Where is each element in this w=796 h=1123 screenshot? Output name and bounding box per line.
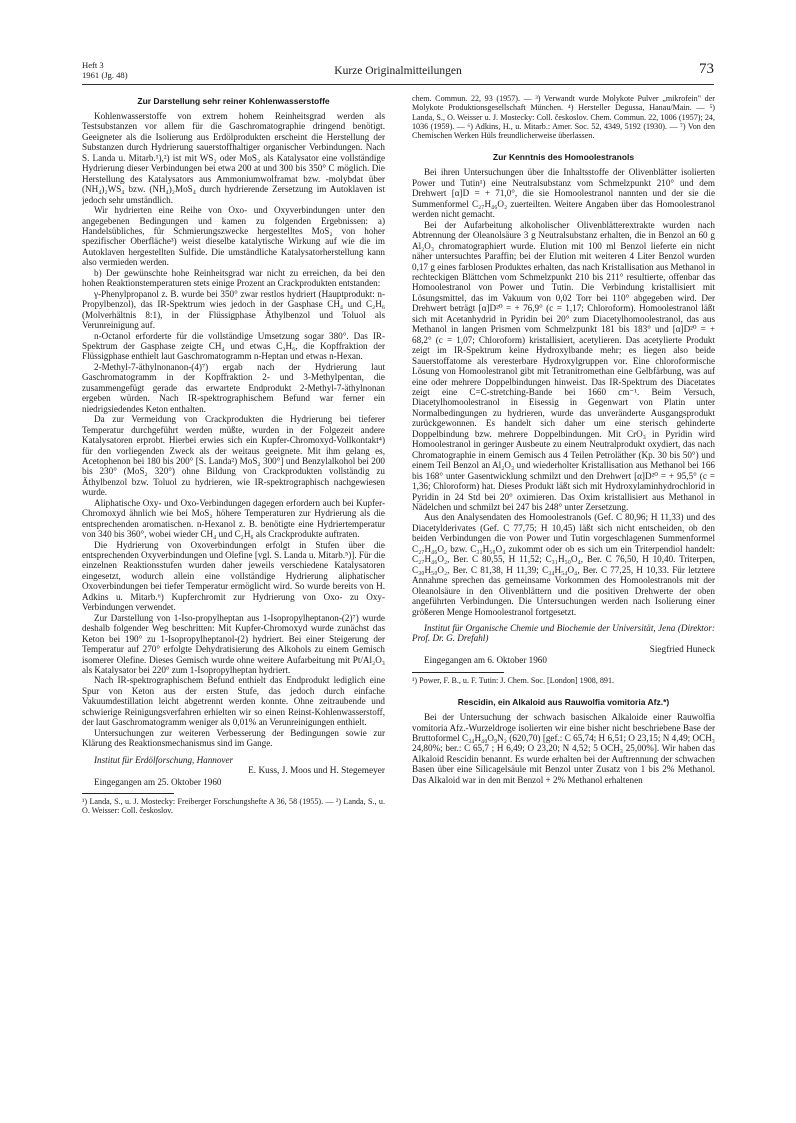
paragraph: Aus den Analysendaten des Homoolestranols (Gef. C 80,96; H 11,33) und des Diacetylderivates (Gef. C 77,75; H 10,45) läßt sich nicht entscheiden, ob den beiden Verbindungen die von Power und Tutin vorgeschlagenen Summenformel C₂₇H₄₆O₂ bzw. C₃₁H₅₀O₄ zukommt oder ob es sich um ein Triterpendiol handelt: C₂₇H₄₆O₂, Ber. C 80,55, H 11,52; C₃₁H₅₀O₄, Ber. C 76,50, H 10,40. Triterpen, C₃₀H₅₀O₂, Ber. C 81,38, H 11,39; C₃₄H₅₄O₄, Ber. C 77,25, H 10,33. Für letztere Annahme sprechen das gemeinsame Vorkommen des Homoolestranols mit der Oleanolsäure in den Olivenblättern und die positiven Drehwerte der oben angeführten Verbindungen. Die Untersuchungen werden nach Isolierung einer größeren Menge Homoolestranol fortgesetzt. — [412, 512, 715, 617]
paragraph: Wir hydrierten eine Reihe von Oxo- und Oxyverbindungen unter den angegebenen Bedingungen und kamen zu folgenden Ergebnissen: a) Handelsübliches, für Schmierungszwecke hergestelltes MoS₂ von hoher spezifischer Oberfläche³) weist dieselbe katalytische Wirkung auf wie die im Autoklaven hergestellten Sulfide. Die umständliche Katalysatorherstellung kann also vermieden werden. — [82, 205, 385, 268]
paragraph: Zur Darstellung von 1-Iso-propylheptan aus 1-Isopropylheptanon-(2)⁷) wurde deshalb folgender Weg beschritten: Mit Kupfer-Chromoxyd wurde zunächst das Keton bei 190° zu 1-Isopropylheptanol-(2) hydriert. Bei einer Steigerung der Temperatur auf 270° erfolgte Dehydratisierung des Alkohols zu einem Gemisch isomerer Olefine. Dieses Gemisch wurde ohne weitere Aufarbeitung mit Pt/Al₂O₃ als Katalysator bei 220° zum 1-Isopropylheptan hydriert. — [82, 612, 385, 676]
footnote-divider — [82, 793, 174, 794]
paragraph: Da zur Vermeidung von Crackprodukten die Hydrierung bei tieferer Temperatur durchgeführt werden müßte, wurden in der Folgezeit andere Katalysatoren erprobt. Hierbei erwies sich ein Kupfer-Chromoxyd-Vollkontakt⁴) für den vorliegenden Zweck als der weitaus geeignete. Mit ihm gelang es, Acetophenon bei 180 bis 200° [S. Landa²) MoS₂ 300°] und Benzylalkohol bei 200 bis 230° (MoS₂ 320°) ohne Bildung von Crackprodukten vollständig zu Äthylbenzol bzw. Toluol zu hydrieren, wie IR-spektrographisch nachgewiesen wurde. — [82, 414, 385, 498]
article-title-hydrocarbons: Zur Darstellung sehr reiner Kohlenwasserstoffe — [137, 96, 330, 106]
issue-number: Heft 3 — [82, 60, 104, 70]
paragraph: n-Octanol erforderte für die vollständige Umsetzung sogar 380°. Das IR-Spektrum der Gasphase zeigte CH₄ und etwas C₂H₆, die Kopffraktion der Flüssigphase enthielt laut Gaschromatogramm n-Heptan und etwas n-Hexan. — [82, 330, 385, 362]
article-title-rescidin: Rescidin, ein Alkaloid aus Rauwolfia vomitoria Afz.*) — [457, 697, 670, 708]
paragraph: b) Der gewünschte hohe Reinheitsgrad war nicht zu erreichen, da bei den hohen Reaktionstemperaturen stets einige Prozent an Crackprodukten entstanden: — [82, 267, 385, 289]
paragraph: Bei der Aufarbeitung alkoholischer Olivenblätterextrakte wurden nach Abtrennung der Oleanolsäure 3 g Neutralsubstanz erhalten, die in Benzol an 60 g Al₂O₃ chromatographiert wurde. Elution mit 100 ml Benzol lieferte ein nicht näher untersuchtes Paraffin; bei der Elution mit weiteren 4 Liter Benzol wurden 0,17 g eines farblosen Produktes erhalten, das nach Kristallisation aus Methanol in rechteckigen Blättchen vom Schmelzpunkt 210 bis 211° resultierte, offenbar das Homoolestranol von Power und Tutin. Die Verbindung kristallisiert mit Lösungsmittel, das im Vakuum von 0,02 Torr bei 110° abgegeben wird. Der Drehwert beträgt [α]D²⁰ = + 76,9° (c = 1,17; Chloroform). Homoolestranol läßt sich mit Acetanhydrid in Pyridin bei 20° zum Diacetylhomoolestranol, das aus Methanol in langen Prismen vom Schmelzpunkt 181 bis 183° und [α]D²⁰ = + 68,2° (c = 1,07; Chloroform) kristallisiert, acetylieren. Das acetylierte Produkt zeigt im IR-Spektrum keine Hydroxylbande mehr; es liegen also beide Sauerstoffatome als veresterbare Hydroxylgruppen vor. Eine chloroformische Lösung von Homoolestranol gibt mit Tetranitromethan eine Gelbfärbung, was auf eine oder mehrere Doppelbindungen hinweist. Das IR-Spektrum des Diacetates zeigt eine C=C-stretching-Bande bei 1660 cm⁻¹. Beim Versuch, Diacetylhomoolestranol in Eisessig in Gegenwart von Platin unter Normalbedingungen zu hydrieren, wurde das unveränderte Ausgangsprodukt zurückgewonnen. Es handelt sich daher um eine sterisch gehinderte Doppelbindung bzw. mehrere Doppelbindungen. Mit CrO₃ in Pyridin wird Homoolestranol in geringer Ausbeute zu einem Neutralprodukt oxydiert, das nach Chromatographie in einem Gemisch aus 4 Teilen Petroläther (Kp. 30 bis 50°) und einem Teil Benzol an Al₂O₃ und wiederholter Kristallisation aus Methanol bei 166 bis 168° unter Gasentwicklung schmilzt und den Drehwert [α]D²⁰ = + 95,5° (c = 1,36; Chloroform) hat. Dieses Produkt läßt sich mit Hydroxylaminhydrochlorid in Pyridin in 24 Std bei 20° oximieren. Das Oxim kristallisiert aus Methanol in Nädelchen und schmilzt bei 247 bis 248° unter Zersetzung. — [412, 219, 715, 512]
author: Siegfried Huneck — [649, 644, 715, 655]
paragraph: Bei ihren Untersuchungen über die Inhaltsstoffe der Olivenblätter isolierten Power und Tutin¹) eine Neutralsubstanz vom Schmelzpunkt 210° und dem Drehwert [α]D = + 71,0°, die sie Homoolestranol nannten und der sie die Summenformel C₂₇H₄₆O₂ zuerteilten. Weitere Angaben über das Homoolestranol werden nicht gemacht. — [412, 167, 715, 220]
institute-affiliation: Institut für Erdölforschung, Hannover — [94, 754, 234, 765]
institute-affiliation: Institut für Organische Chemie und Biochemie der Universität, Jena (Direktor: Prof. Dr. G. Drefahl) — [412, 622, 715, 644]
received-date: Eingegangen am 25. Oktober 1960 — [94, 776, 222, 787]
paragraph: γ-Phenylpropanol z. B. wurde bei 350° zwar restlos hydriert (Hauptprodukt: n-Propylbenzol), das IR-Spektrum wies jedoch in der Gasphase CH₄ und C₂H₆ (Molverhältnis 8:1), in der Flüssigphase Äthylbenzol und Toluol als Verunreinigung auf. — [82, 288, 385, 331]
left-column — [82, 94, 385, 1104]
paragraph: Kohlenwasserstoffe von extrem hohem Reinheitsgrad werden als Testsubstanzen vor allem für die Gaschromatographie dringend benötigt. Geeigneter als die Isolierung aus Erdölprodukten erscheint die Herstellung der Substanzen durch Hydrierung sauerstoffhaltiger organischer Verbindungen. Nach S. Landa u. Mitarb.¹),²) ist mit WS₂ oder MoS₂ als Katalysator eine vollständige Hydrierung dieser Verbindungen bei etwa 200 at und 300 bis 350° C möglich. Die Herstellung des Katalysators aus Ammoniumwolframat bzw. -molybdat über (NH₄)₂WS₄ bzw. (NH₄)₂MoS₄ durch hydrierende Zersetzung im Autoklaven ist jedoch sehr umständlich. — [82, 111, 385, 205]
footnotes: ¹) Landa, S., u. J. Mostecky: Freiberger Forschungshefte A 36, 58 (1955). — ²) Landa, S., u. O. Weisser: Coll. českoslov. — [82, 797, 385, 816]
footnote-divider — [412, 672, 504, 673]
paragraph: Bei der Untersuchung der schwach basischen Alkaloide einer Rauwolfia vomitoria Afz.-Wurzeldroge isolierten wir eine bisher nicht beschriebene Base der Bruttoformel C₃₄H₄₀O₉N₂ (620,70) [gef.: C 65,74; H 6,51; O 23,15; N 4,49; OCH₃ 24,80%; ber.: C 65,7 ; H 6,49; O 23,20; N 4,52; 5 OCH₃ 25,00%]. Wir haben das Alkaloid Rescidin benannt. Es wurde erhalten bei der Auftrennung der schwachen Basen über eine Silicagelsäule mit Benzol unter Zusatz von 1 bis 2% Methanol. Das Alkaloid war in den mit Benzol + 2% Methanol erhaltenen — [412, 712, 715, 785]
paragraph: Aliphatische Oxy- und Oxo-Verbindungen dagegen erfordern auch bei Kupfer-Chromoxyd ähnlich wie bei MoS₂ höhere Temperaturen zur Hydrierung als die entsprechenden aromatischen. n-Hexanol z. B. benötigte eine Hydriertemperatur von 340 bis 360°, wobei wieder CH₄ und C₂H₆ als Crackprodukte auftraten. — [82, 497, 385, 540]
authors: E. Kuss, J. Moos und H. Stegemeyer — [248, 766, 385, 777]
issue-year: 1961 (Jg. 48) — [82, 69, 128, 80]
paragraph: Untersuchungen zur weiteren Verbesserung der Bedingungen sowie zur Klärung des Reaktionsmechanismus sind im Gange. — [82, 727, 385, 749]
right-column — [412, 94, 715, 1104]
article-title-homoolestranol: Zur Kenntnis des Homoolestranols — [492, 152, 635, 163]
paragraph: 2-Methyl-7-äthylnonanon-(4)⁷) ergab nach der Hydrierung laut Gaschromatogramm in der Kopffraktion 2- und 3-Methylpentan, die zusammengefügt gerade das erwartete Endprodukt 2-Methyl-7-äthylnonan ergeben würden. Nach IR-spektrographischem Befund war ferner ein niedrigsiedendes Keton enthalten. — [82, 361, 385, 414]
received-date: Eingegangen am 6. Oktober 1960 — [424, 655, 547, 666]
page-number: 73 — [699, 61, 714, 77]
page-header — [82, 58, 714, 85]
paragraph: Die Hydrierung von Oxoverbindungen erfolgt in Stufen über die entsprechenden Oxyverbindungen und Olefine [vgl. S. Landa u. Mitarb.⁵)]. Für die einzelnen Reaktionsstufen wurden daher jeweils verschiedene Katalysatoren eingesetzt, wodurch allein eine vollständige Hydrierung aliphatischer Oxoverbindungen bei tiefer Temperatur ermöglicht wird. So wurde bereits von H. Adkins u. Mitarb.⁶) Kupferchromit zur Hydrierung von Oxo- zu Oxy-Verbindungen verwendet. — [82, 539, 385, 613]
journal-section-title: Kurze Originalmitteilungen — [334, 65, 462, 77]
footnotes-continued: chem. Commun. 22, 93 (1957). — ³) Verwandt wurde Molykote Pulver „mikrofein" der Molykote Produktionsgesellschaft München. ⁴) Hersteller Degussa, Hanau/Main. — ⁵) Landa, S., O. Weisser u. J. Mostecky: Coll. českoslov. Chem. Commun. 22, 1006 (1957); 24, 1036 (1959). — ⁶) Adkins, H., u. Mitarb.: Amer. Soc. 52, 4349, 5192 (1930). — ⁷) Von den Chemischen Werken Hüls freundlicherweise überlassen. — [412, 94, 715, 141]
paragraph: Nach IR-spektrographischem Befund enthielt das Endprodukt lediglich eine Spur von Keton aus der ersten Stufe, das jedoch durch einfache Vakuumdestillation leicht abgetrennt werden konnte. Ohne zeitraubende und schwierige Reinigungsverfahren erhielten wir so einen Reinst-Kohlenwasserstoff, der laut Gaschromatogramm weniger als 0,01% an Verunreinigungen enthielt. — [82, 675, 385, 728]
footnote: ¹) Power, F. B., u. F. Tutin: J. Chem. Soc. [London] 1908, 891. — [412, 675, 615, 685]
